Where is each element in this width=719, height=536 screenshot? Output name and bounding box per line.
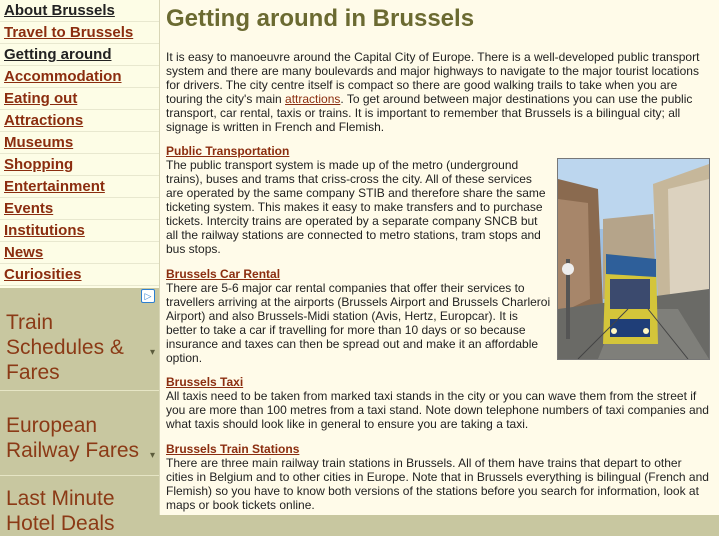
nav-news[interactable]: News [0,242,159,264]
section-car-rental [166,267,551,365]
ad-link-label: Train Schedules & Fares [6,311,124,384]
nav-about-brussels[interactable]: About Brussels [0,0,159,22]
ad-link-last-minute-hotel[interactable] [0,476,159,536]
intro-paragraph [166,50,711,134]
tram-photo [557,158,710,360]
nav-travel-to-brussels[interactable]: Travel to Brussels [0,22,159,44]
nav-attractions[interactable]: Attractions [0,110,159,132]
section-title[interactable]: Brussels Train Stations [166,442,300,456]
section-body: The public transport system is made up of the metro (underground trains), buses and trams that criss-cross the city. All of these services are operated by the same company STIB and therefore share the same ticketing system. This makes it easy to make transfers and to purchase tickets. Intercity trains are operated by a separate company SNCB but all the railway stations are connected to metro stations, tram stops and bus stops. [166,158,546,256]
section-taxi [166,375,711,431]
nav-entertainment[interactable]: Entertainment [0,176,159,198]
chevron-down-icon: ▾ [149,347,155,358]
section-train-stations [166,442,711,512]
section-body: All taxis need to be taken from marked taxi stands in the city or you can wave them from the street if you are more than 100 metres from a taxi stand. Note down telephone numbers of taxi companies and what taxis should look like in general to ensure you are taking a taxi. [166,389,709,431]
ad-link-train-schedules[interactable] [0,288,159,391]
chevron-down-icon: ▾ [149,450,155,461]
section-body: There are 5-6 major car rental companies that offer their services to travellers arriving at the airports (Brussels Airport and Brussels Charleroi Airport) and also Brussels-Midi station (Avis, Hertz, Europcar). It is better to take a car if travelling for more than 10 days or so because insurance and taxes can then be spread out and make it an affordable option. [166,281,551,365]
ad-panel [0,288,159,536]
page-title: Getting around in Brussels [166,5,475,32]
nav-curiosities[interactable]: Curiosities [0,264,159,286]
section-title[interactable]: Brussels Taxi [166,375,244,389]
nav-accommodation[interactable]: Accommodation [0,66,159,88]
nav-eating-out[interactable]: Eating out [0,88,159,110]
nav-events[interactable]: Events [0,198,159,220]
section-title[interactable]: Public Transportation [166,144,290,158]
nav-getting-around[interactable]: Getting around [0,44,159,66]
section-body: There are three main railway train stations in Brussels. All of them have trains that depart to other cities in Belgium and to other cities in Europe. Note that in Brussels everything is bilingual (French and Flemish) so you have to know both versions of the stations before you search for information, look at maps or book tickets online. [166,456,709,512]
footer-bar [159,515,719,536]
nav-shopping[interactable]: Shopping [0,154,159,176]
nav-institutions[interactable]: Institutions [0,220,159,242]
intro-text-end: . To get around between major destinations you can use the public transport, car rental, taxis or trains. It is important to remember that Brussels is a bilingual city; all signage is written in French and Flemish. [166,92,693,134]
adchoices-icon[interactable]: ▷ [141,289,155,303]
ad-link-label: European Railway Fares [6,414,140,462]
section-title[interactable]: Brussels Car Rental [166,267,281,281]
nav-museums[interactable]: Museums [0,132,159,154]
section-public-transportation [166,144,551,256]
ad-link-european-railway[interactable] [0,391,159,476]
intro-text-start: It is easy to manoeuvre around the Capital City of Europe. There is a well-developed public transport system and there are many boulevards and major highways to navigate to the major tourist locations for drivers. The city centre itself is compact so there are good walking trails to take when you are touring the city's main [166,50,700,106]
ad-link-label: Last Minute Hotel Deals [6,487,115,535]
attractions-link[interactable]: attractions [285,92,341,106]
main-content [159,0,719,515]
